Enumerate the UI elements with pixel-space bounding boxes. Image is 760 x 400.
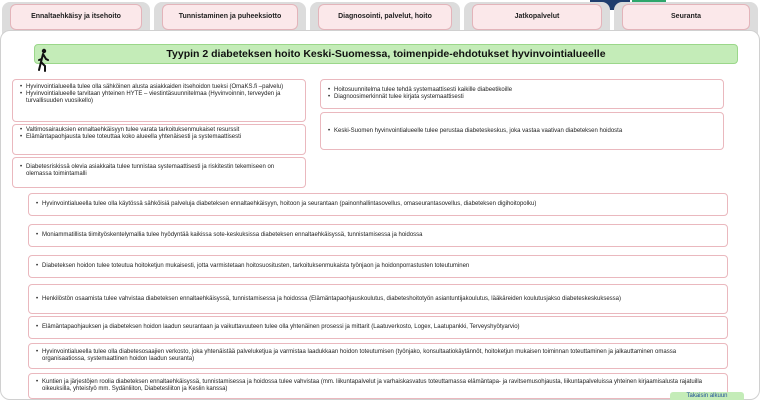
back-to-start-button[interactable]: [670, 392, 744, 400]
tab-ennaltaehkaisy[interactable]: [10, 4, 142, 30]
page-title: [34, 44, 738, 64]
card-col1-2: [12, 124, 306, 155]
tab-diagnosointi[interactable]: [318, 4, 452, 30]
tab-label: Seuranta: [671, 13, 701, 20]
list-item: • Elämäntapaohjauksen ja diabeteksen hoidon laadun seurantaan ja vaikuttavuuteen tulee olla yhtenäinen prosessi ja mittarit (Laatuverkosto, Logex, Laatupankki, Terveyshyötyarvio): [35, 324, 520, 331]
card-wide-4: [28, 284, 728, 314]
list-item: • Hyvinvointialueella tulee olla käytössä sähköisiä palveluja diabeteksen ennaltaehkäisyyn, hoitoon ja seurantaan (painonhallintasovellus, omaseurantasovellus, diabeteksen digihoitopolku): [35, 201, 536, 208]
tab-label: Tunnistaminen ja puheeksiotto: [178, 13, 282, 20]
card-wide-6: [28, 343, 728, 369]
list-item: • Moniammatillista tiimityöskentelymallia tulee hyödyntää kaikissa sote-keskuksissa diabeteksen ennaltaehkäisyssä, tunnistamisessa ja hoidossa: [35, 232, 423, 239]
tab-label: Jatkopalvelut: [514, 13, 560, 20]
list-item: • Henkilöstön osaamista tulee vahvistaa diabeteksen ennaltaehkäisyssä, tunnistamisessa ja hoidossa (Elämäntapaohjauskoulutus, diabeteshoitotyön asiantuntijakoulutus, lääkäreiden koulutusjakso diabeteskeskuksessa): [35, 296, 621, 303]
card-wide-7: [28, 373, 728, 399]
list-item: • Keski-Suomen hyvinvointialueelle tulee perustaa diabeteskeskus, joka vastaa vaativan diabeteksen hoidosta: [327, 128, 622, 135]
list-item: • Valtimosairauksien ennaltaehkäisyyn tulee varata tarkoituksenmukaiset resurssit: [19, 127, 299, 134]
back-to-start-label: Takaisin alkuun: [686, 393, 728, 399]
list-item: • Diabetesriskissä olevia asiakkaita tulee tunnistaa systemaattisesti ja riskitestin tekemiseen on olemassa toimintamalli: [19, 164, 299, 178]
tab-jatkopalvelut[interactable]: [472, 4, 602, 30]
card-col1-1: [12, 79, 306, 122]
list-item: • Kuntien ja järjestöjen roolia diabeteksen ennaltaehkäisyssä, tunnistamisessa ja hoidossa tulee vahvistaa (mm. liikuntapalvelut ja varhaiskasvatus toteuttamassa elämäntapa- ja ravitsemusohjausta, liikuntapalveluissa yhteinen kirjaamisalusta rajatuilla oikeuksilla, yhteistyö mm. Sydänliiton, Diabetesliiton ja Keslin kanssa): [35, 379, 721, 393]
list-item: • Elämäntapaohjausta tulee toteuttaa koko alueella yhtenäisesti ja systemaattisesti: [19, 134, 299, 141]
card-wide-1: [28, 193, 728, 216]
card-wide-2: [28, 224, 728, 247]
list-item: • Diagnoosimerkinnät tulee kirjata systemaattisesti: [327, 94, 512, 101]
list-item: • Diabeteksen hoidon tulee toteutua hoitoketjun mukaisesti, jotta varmistetaan hoitosuositusten, tarkoituksenmukaista työnjaon ja hoidonporrastusten toteutuminen: [35, 263, 469, 270]
tab-label: Diagnosointi, palvelut, hoito: [338, 13, 432, 20]
card-col1-3: [12, 157, 306, 188]
tab-label: Ennaltaehkäisy ja itsehoito: [31, 13, 121, 20]
card-col3-2: [320, 112, 724, 150]
card-wide-5: [28, 316, 728, 339]
card-col3-1: [320, 79, 724, 109]
list-item: • Hyvinvointialueelle tarvitaan yhteinen HYTE – viestintäsuunnitelmaa (Hyvinvoinnin, terveyden ja turvallisuuden vuosikello): [19, 91, 299, 105]
tab-seuranta[interactable]: [622, 4, 750, 30]
list-item: • Hyvinvointialueella tulee olla sähköinen alusta asiakkaiden itsehoidon tueksi (OmaKS.fi –palvelu): [19, 84, 299, 91]
list-item: • Hyvinvointialueella tulee olla diabetesosaajien verkosto, joka yhtenäistää palveluketjua ja varmistaa laadukkaan hoidon toteutumisen (työnjako, konsultaatiokäytännöt, hoitoketjun mukaisen toiminnan toteuttaminen ja jalkauttaminen omassa organisaatiossa, systemaattinen hoidon laadun seuranta): [35, 349, 721, 363]
list-item: • Hoitosuunnitelma tulee tehdä systemaattisesti kaikille diabeetikoille: [327, 87, 512, 94]
card-wide-3: [28, 255, 728, 278]
tab-tunnistaminen[interactable]: [162, 4, 298, 30]
walking-person-icon: [36, 48, 50, 72]
page-title-text: Tyypin 2 diabeteksen hoito Keski-Suomessa, toimenpide-ehdotukset hyvinvointialueelle: [166, 48, 606, 60]
